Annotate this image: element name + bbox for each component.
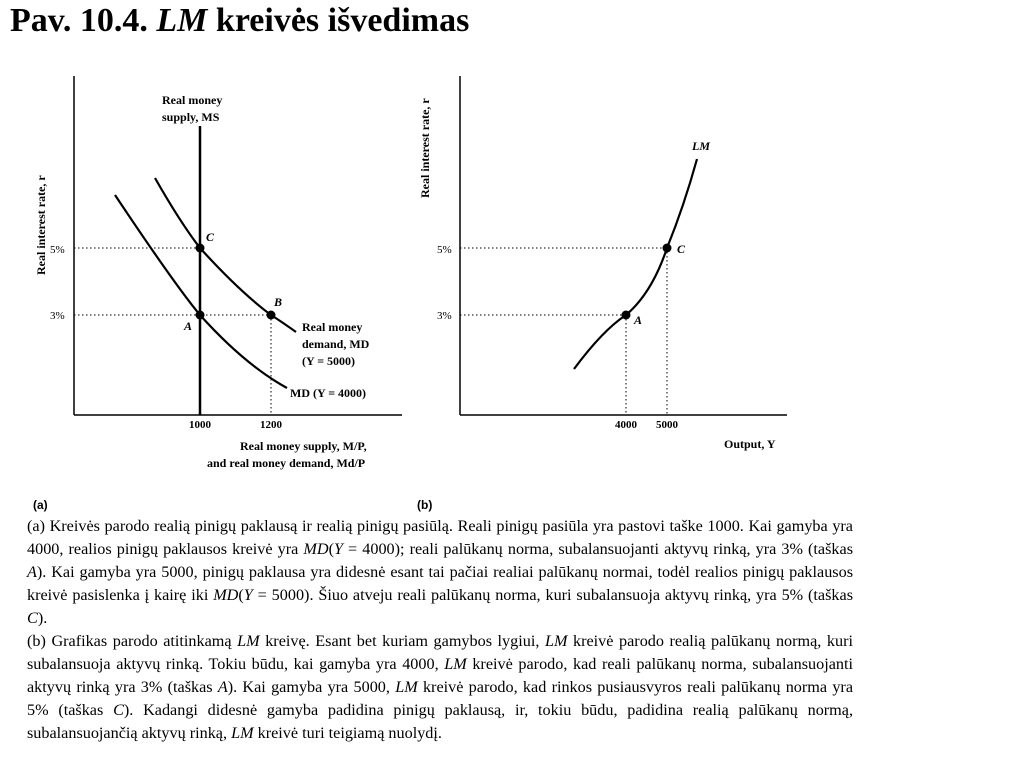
- caption-text: kreivė parodo, kad reali palūkanų norma, subalansuojanti aktyvų rinką yra 3% (taškas: [27, 655, 853, 696]
- panel-b-label: (b): [417, 498, 433, 512]
- panel-b-point-c-dot: [663, 244, 672, 253]
- caption-text: (: [328, 540, 334, 558]
- caption-text: (a) Kreivės parodo realią pinigų paklausą ir realią pinigų pasiūlą. Reali pinigų pasiūla yra pastovi taške 1000. Kai gamyba yra 4000, realios pinigų paklausos kreivė yra: [27, 517, 853, 558]
- panel-a-xtick-1200: 1200: [260, 419, 282, 431]
- caption-text: kreivę. Esant bet kuriam gamybos lygiui,: [259, 632, 545, 650]
- panel-a-label: (a): [33, 498, 48, 512]
- panel-a: [33, 76, 402, 512]
- caption-text: kreivė turi teigiamą nuolydį.: [253, 724, 442, 742]
- caption-text: A: [27, 563, 37, 581]
- caption-text: ). Kadangi didesnė gamyba padidina pinigų paklausą, ir, tokiu būdu, padidina realią palūkanų normą, subalansuojančią aktyvų rinką,: [27, 701, 853, 742]
- panel-b-xtick-4000: 4000: [615, 419, 637, 431]
- caption-text: MD: [303, 540, 329, 558]
- caption-text: kreivė parodo realią palūkanų normą, kuri subalansuoja aktyvų rinką. Tokiu būdu, kai gamyba yra 4000,: [27, 632, 853, 673]
- caption-a: [27, 515, 853, 630]
- caption-text: Y: [333, 540, 343, 558]
- title-italic: LM: [156, 2, 208, 39]
- caption-text: A: [217, 678, 228, 696]
- panel-a-y-axis-title: Real interest rate, r: [34, 175, 48, 275]
- panel-a-point-a-dot: [196, 311, 205, 320]
- caption-text: ). Kai gamyba yra 5000, pinigų paklausa yra didesnė esant tai pačiai realiai palūkanų normai, todėl realios pinigų paklausos kreivė pasislenka į kairę iki: [27, 563, 853, 604]
- md1-label-line3: (Y = 5000): [302, 354, 356, 368]
- title-prefix: Pav. 10.4.: [10, 2, 148, 39]
- title-suffix: kreivės išvedimas: [215, 2, 470, 39]
- panel-a-xtick-1000: 1000: [189, 419, 211, 431]
- panel-a-ytick-5: 5%: [50, 244, 65, 256]
- panel-a-x-axis-title-line1: Real money supply, M/P,: [240, 439, 367, 453]
- ms-label-line1: Real money: [162, 93, 223, 107]
- panel-a-point-b-label: B: [274, 295, 283, 309]
- caption-text: LM: [444, 655, 467, 673]
- caption-text: C: [27, 609, 38, 627]
- caption-text: ). Kai gamyba yra 5000,: [227, 678, 396, 696]
- panel-b-point-a-label: A: [634, 313, 643, 327]
- panel-a-point-a-label: A: [184, 319, 193, 333]
- page-title: [10, 2, 469, 40]
- caption-text: = 4000); reali palūkanų norma, subalansuojanti aktyvų rinką, yra 3% (taškas: [342, 540, 853, 558]
- md1-label-line2: demand, MD: [302, 337, 370, 351]
- ms-label-line2: supply, MS: [162, 110, 220, 124]
- caption-text: (: [238, 586, 244, 604]
- caption-text: LM: [231, 724, 254, 742]
- panel-b-xtick-5000: 5000: [656, 419, 678, 431]
- caption-text: LM: [237, 632, 260, 650]
- panel-a-point-b-dot: [267, 311, 276, 320]
- caption-text: (b) Grafikas parodo atitinkamą: [27, 632, 238, 650]
- panel-b: [417, 76, 787, 512]
- caption-text: = 5000). Šiuo atveju reali palūkanų norma, kuri subalansuoja aktyvų rinką, yra 5% (taškas: [252, 586, 853, 604]
- panel-a-point-c-label: C: [206, 230, 215, 244]
- lm-curve: [574, 159, 697, 369]
- panel-b-point-c-label: C: [677, 242, 686, 256]
- panel-a-point-c-dot: [196, 244, 205, 253]
- md2-label: MD (Y = 4000): [290, 386, 367, 400]
- caption-text: ).: [37, 609, 48, 627]
- caption-text: C: [113, 701, 124, 719]
- panel-a-ytick-3: 3%: [50, 310, 65, 322]
- panel-b-x-axis-title: Output, Y: [724, 437, 776, 451]
- caption-text: LM: [395, 678, 418, 696]
- panel-b-point-a-dot: [622, 311, 631, 320]
- caption-text: LM: [544, 632, 568, 650]
- panel-b-y-axis-title: Real interest rate, r: [418, 98, 432, 198]
- caption-text: kreivė parodo, kad rinkos pusiausvyros reali palūkanų norma yra 5% (taškas: [27, 678, 854, 719]
- lm-figure: [0, 60, 820, 520]
- caption-text: MD: [213, 586, 239, 604]
- caption-text: Y: [243, 586, 253, 604]
- panel-b-ytick-3: 3%: [437, 310, 452, 322]
- md1-label-line1: Real money: [302, 320, 363, 334]
- lm-label: LM: [692, 139, 710, 153]
- panel-a-x-axis-title-line2: and real money demand, Md/P: [207, 456, 366, 470]
- panel-b-ytick-5: 5%: [437, 244, 452, 256]
- caption-b: [27, 630, 853, 745]
- figure-caption: [27, 515, 853, 745]
